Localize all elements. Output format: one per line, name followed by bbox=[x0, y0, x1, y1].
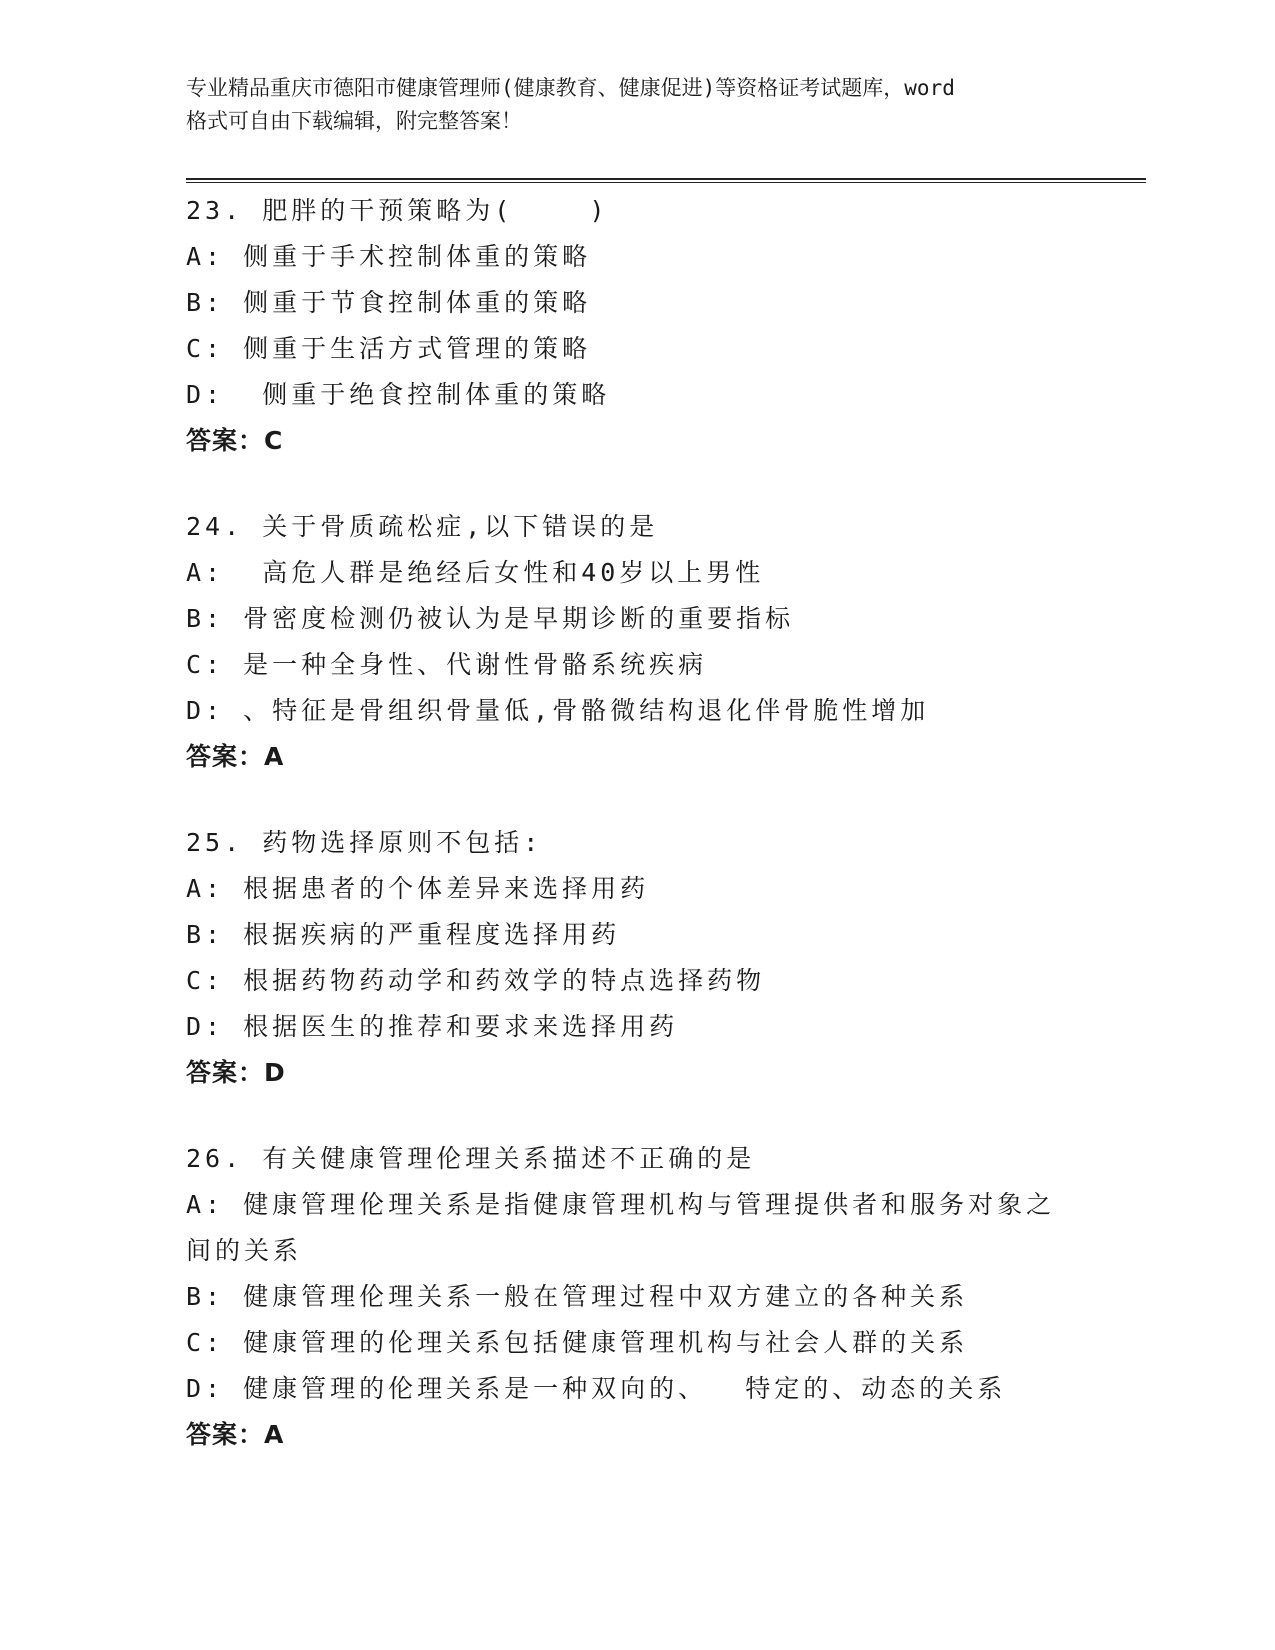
question-stem: 26. 有关健康管理伦理关系描述不正确的是 bbox=[186, 1144, 756, 1173]
option-a: A: 高危人群是绝经后女性和40岁以上男性 bbox=[186, 558, 765, 587]
option-b: B: 健康管理伦理关系一般在管理过程中双方建立的各种关系 bbox=[186, 1282, 969, 1311]
answer: 答案：A bbox=[186, 742, 285, 771]
question-24 bbox=[186, 504, 1086, 780]
option-d: D: 侧重于绝食控制体重的策略 bbox=[186, 380, 611, 409]
header-line-2: 格式可自由下载编辑，附完整答案！ bbox=[186, 109, 522, 133]
question-23 bbox=[186, 188, 1086, 464]
option-d: D: 、特征是骨组织骨量低,骨骼微结构退化伴骨脆性增加 bbox=[186, 696, 930, 725]
question-26 bbox=[186, 1136, 1086, 1458]
option-c: C: 是一种全身性、代谢性骨骼系统疾病 bbox=[186, 650, 708, 679]
question-25 bbox=[186, 820, 1086, 1096]
question-stem: 23. 肥胖的干预策略为( ) bbox=[186, 196, 609, 225]
answer: 答案：A bbox=[186, 1420, 285, 1449]
option-a: A: 侧重于手术控制体重的策略 bbox=[186, 242, 592, 271]
answer: 答案：D bbox=[186, 1058, 286, 1087]
question-stem: 25. 药物选择原则不包括: bbox=[186, 828, 543, 857]
option-c: C: 健康管理的伦理关系包括健康管理机构与社会人群的关系 bbox=[186, 1328, 969, 1357]
option-d: D: 健康管理的伦理关系是一种双向的、 特定的、动态的关系 bbox=[186, 1374, 1007, 1403]
option-d: D: 根据医生的推荐和要求来选择用药 bbox=[186, 1012, 679, 1041]
question-list bbox=[186, 188, 1086, 1498]
document-header bbox=[186, 72, 1086, 138]
option-c: C: 根据药物药动学和药效学的特点选择药物 bbox=[186, 966, 766, 995]
option-b: B: 骨密度检测仍被认为是早期诊断的重要指标 bbox=[186, 604, 795, 633]
option-a: A: 健康管理伦理关系是指健康管理机构与管理提供者和服务对象之间的关系 bbox=[186, 1190, 1056, 1265]
question-stem: 24. 关于骨质疏松症,以下错误的是 bbox=[186, 512, 659, 541]
option-a: A: 根据患者的个体差异来选择用药 bbox=[186, 874, 650, 903]
header-line-1: 专业精品重庆市德阳市健康管理师(健康教育、健康促进)等资格证考试题库，word bbox=[186, 76, 955, 100]
option-c: C: 侧重于生活方式管理的策略 bbox=[186, 334, 592, 363]
answer: 答案：C bbox=[186, 426, 284, 455]
option-b: B: 根据疾病的严重程度选择用药 bbox=[186, 920, 621, 949]
option-b: B: 侧重于节食控制体重的策略 bbox=[186, 288, 592, 317]
header-divider bbox=[186, 178, 1146, 183]
